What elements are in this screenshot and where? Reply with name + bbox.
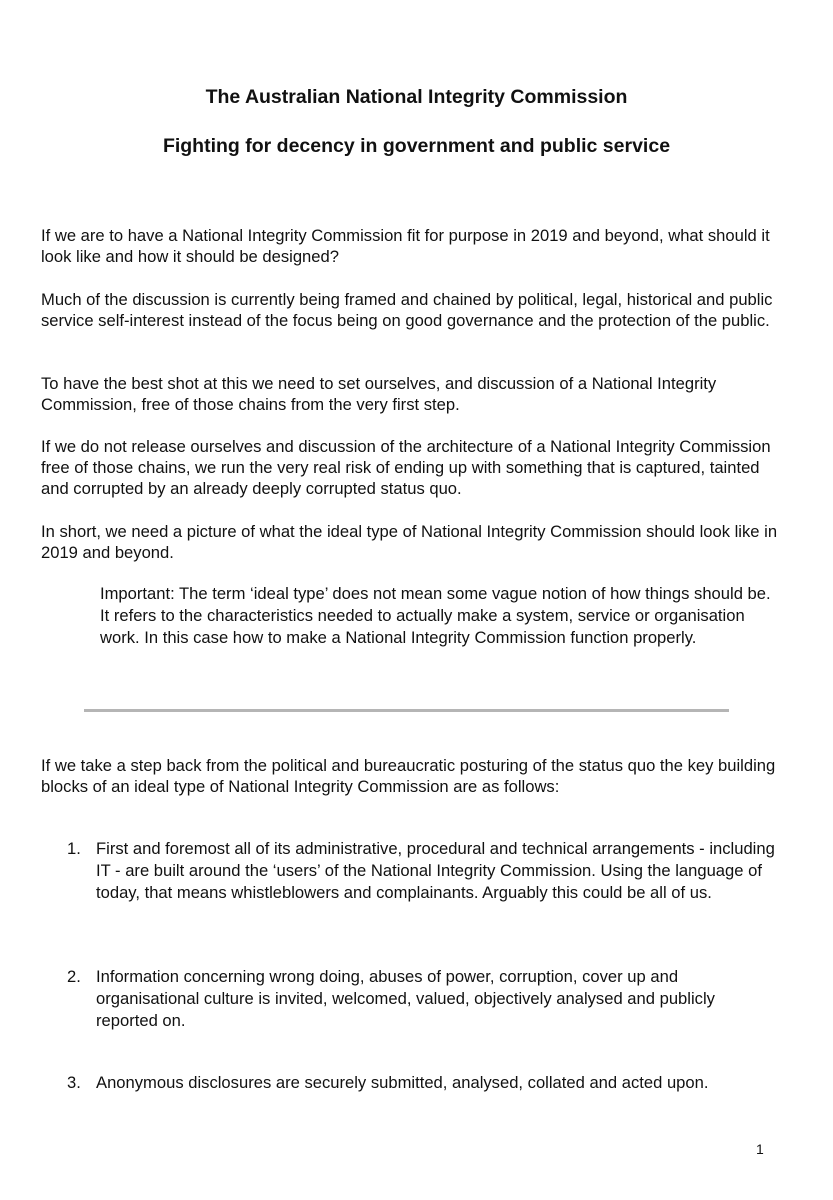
list-item-number: 1.	[67, 839, 81, 858]
paragraph-discussion: Much of the discussion is currently being framed and chained by political, legal, historical and public service self-interest instead of the focus being on good governance and the protection of the public.	[41, 290, 773, 330]
document-title: The Australian National Integrity Commission	[205, 86, 628, 108]
important-note: Important: The term ‘ideal type’ does not mean some vague notion of how things should be. It refers to the characteristics needed to actually make a system, service or organisation work. In this case how to make a National Integrity Commission function properly.	[100, 584, 771, 647]
list-item-number: 2.	[67, 967, 81, 986]
list-item-number: 3.	[67, 1073, 81, 1092]
list-item-text: Information concerning wrong doing, abuses of power, corruption, cover up and organisational culture is invited, welcomed, valued, objectively analysed and publicly reported on.	[96, 967, 715, 1030]
list-item-text: Anonymous disclosures are securely submitted, analysed, collated and acted upon.	[96, 1073, 709, 1092]
paragraph-summary: In short, we need a picture of what the ideal type of National Integrity Commission should look like in 2019 and beyond.	[41, 522, 778, 562]
document-subtitle: Fighting for decency in government and public service	[162, 135, 671, 157]
list-item-text: First and foremost all of its administrative, procedural and technical arrangements - including IT - are built around the ‘users’ of the National Integrity Commission. Using the language of today, that means whistleblowers and complainants. Arguably this could be all of us.	[96, 839, 775, 902]
section-divider	[84, 709, 729, 712]
paragraph-risk: If we do not release ourselves and discussion of the architecture of a National Integrity Commission free of those chains, we run the very real risk of ending up with something that is captured, tainted and corrupted by an already deeply corrupted status quo.	[41, 437, 771, 498]
page-number: 1	[756, 1141, 764, 1157]
paragraph-chains: To have the best shot at this we need to set ourselves, and discussion of a National Integrity Commission, free of those chains from the very first step.	[41, 374, 717, 414]
paragraph-purpose: If we are to have a National Integrity Commission fit for purpose in 2019 and beyond, what should it look like and how it should be designed?	[41, 226, 770, 266]
paragraph-building-blocks-intro: If we take a step back from the political and bureaucratic posturing of the status quo the key building blocks of an ideal type of National Integrity Commission are as follows:	[41, 756, 776, 796]
